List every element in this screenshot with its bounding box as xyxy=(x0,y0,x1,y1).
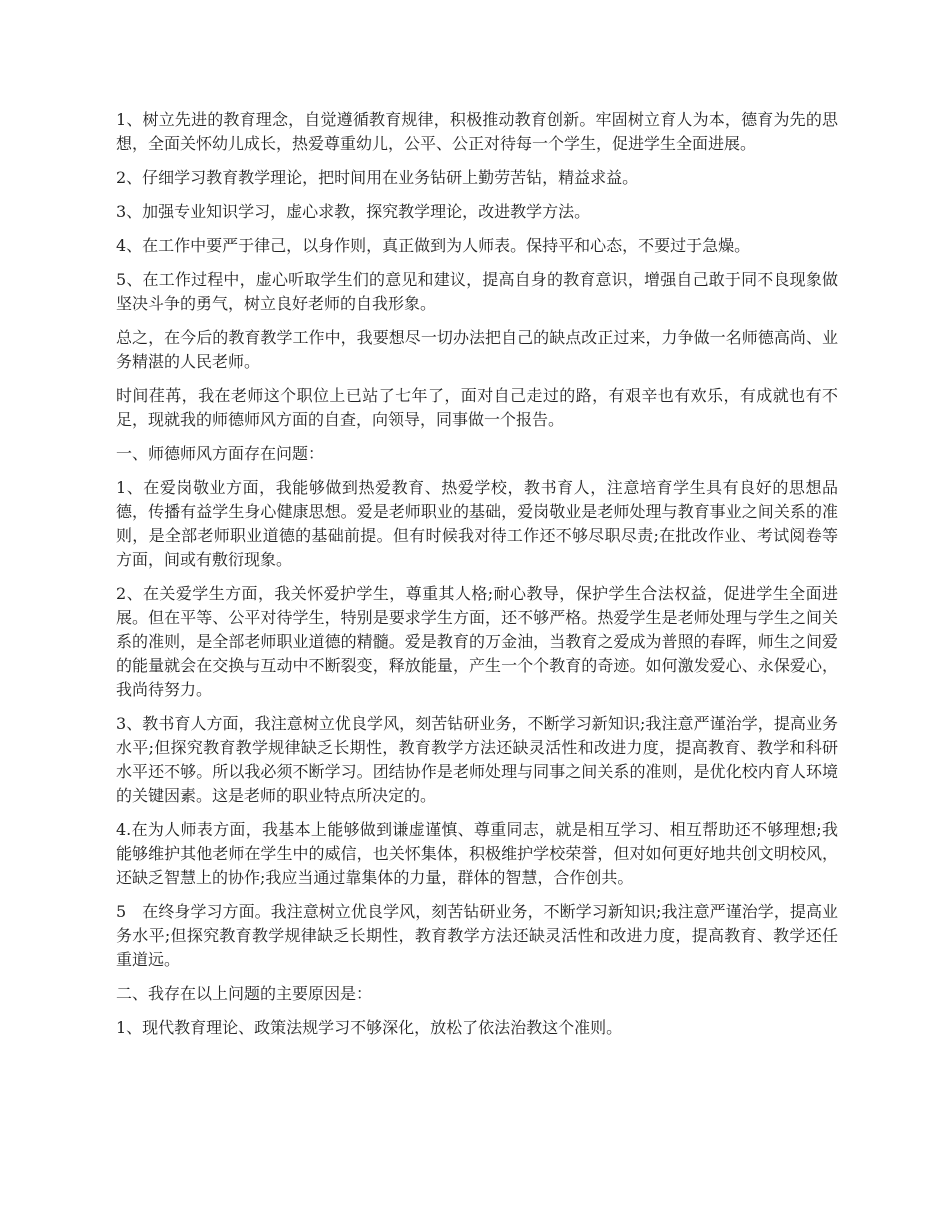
paragraph-problem-3: 3、教书育人方面，我注意树立优良学风，刻苦钻研业务，不断学习新知识;我注意严谨治学，提高业务水平;但探究教育教学规律缺乏长期性，教育教学方法还缺灵活性和改进力度，提高教育、教学和科研水平还不够。所以我必须不断学习。团结协作是老师处理与同事之间关系的准则，是优化校内育人环境的关键因素。这是老师的职业特点所决定的。 xyxy=(116,714,838,805)
paragraph-measure-3: 3、加强专业知识学习，虚心求教，探究教学理论，改进教学方法。 xyxy=(116,202,591,221)
paragraph-cause-1: 1、现代教育理论、政策法规学习不够深化，放松了依法治教这个准则。 xyxy=(116,1018,623,1037)
paragraph-problem-1: 1、在爱岗敬业方面，我能够做到热爱教育、热爱学校，教书育人，注意培育学生具有良好的思想品德，传播有益学生身心健康思想。爱是老师职业的基础，爱岗敬业是老师处理与教育事业之间关系的准则，是全部老师职业道德的基础前提。但有时候我对待工作还不够尽职尽责;在批改作业、考试阅卷等方面，间或有敷衍现象。 xyxy=(116,478,838,569)
document-body xyxy=(116,108,838,1050)
section-heading-problems: 一、师德师风方面存在问题： xyxy=(116,444,325,463)
paragraph-problem-4: 4.在为人师表方面，我基本上能够做到谦虚谨慎、尊重同志，就是相互学习、相互帮助还不够理想;我能够维护其他老师在学生中的威信，也关怀集体，积极维护学校荣誉，但对如何更好地共创文明校风，还缺乏智慧上的协作;我应当通过靠集体的力量，群体的智慧，合作创共。 xyxy=(116,820,838,887)
paragraph-measure-1: 1、树立先进的教育理念，自觉遵循教育规律，积极推动教育创新。牢固树立育人为本，德育为先的思想，全面关怀幼儿成长，热爱尊重幼儿，公平、公正对待每一个学生，促进学生全面进展。 xyxy=(116,110,838,153)
paragraph-problem-5: 5 在终身学习方面。我注意树立优良学风，刻苦钻研业务，不断学习新知识;我注意严谨治学，提高业务水平;但探究教育教学规律缺乏长期性，教育教学方法还缺灵活性和改进力度，提高教育、教学还任重道远。 xyxy=(116,902,838,969)
paragraph-conclusion: 总之，在今后的教育教学工作中，我要想尽一切办法把自己的缺点改正过来，力争做一名师德高尚、业务精湛的人民老师。 xyxy=(116,328,838,371)
section-heading-causes: 二、我存在以上问题的主要原因是： xyxy=(116,984,373,1003)
paragraph-measure-5: 5、在工作过程中，虚心听取学生们的意见和建议，提高自身的教育意识，增强自己敢于同不良现象做坚决斗争的勇气，树立良好老师的自我形象。 xyxy=(116,270,838,313)
paragraph-problem-2: 2、在关爱学生方面，我关怀爱护学生，尊重其人格;耐心教导，保护学生合法权益，促进学生全面进展。但在平等、公平对待学生，特别是要求学生方面，还不够严格。热爱学生是老师处理与学生之间关系的准则，是全部老师职业道德的精髓。爱是教育的万金油，当教育之爱成为普照的春晖，师生之间爱的能量就会在交换与互动中不断裂变，释放能量，产生一个个教育的奇迹。如何激发爱心、永保爱心，我尚待努力。 xyxy=(116,584,838,699)
paragraph-measure-4: 4、在工作中要严于律己，以身作则，真正做到为人师表。保持平和心态，不要过于急燥。 xyxy=(116,236,751,255)
paragraph-measure-2: 2、仔细学习教育教学理论，把时间用在业务钻研上勤劳苦钻，精益求益。 xyxy=(116,168,639,187)
paragraph-intro: 时间荏苒，我在老师这个职位上已站了七年了，面对自己走过的路，有艰辛也有欢乐，有成就也有不足，现就我的师德师风方面的自查，向领导，同事做一个报告。 xyxy=(116,386,838,429)
